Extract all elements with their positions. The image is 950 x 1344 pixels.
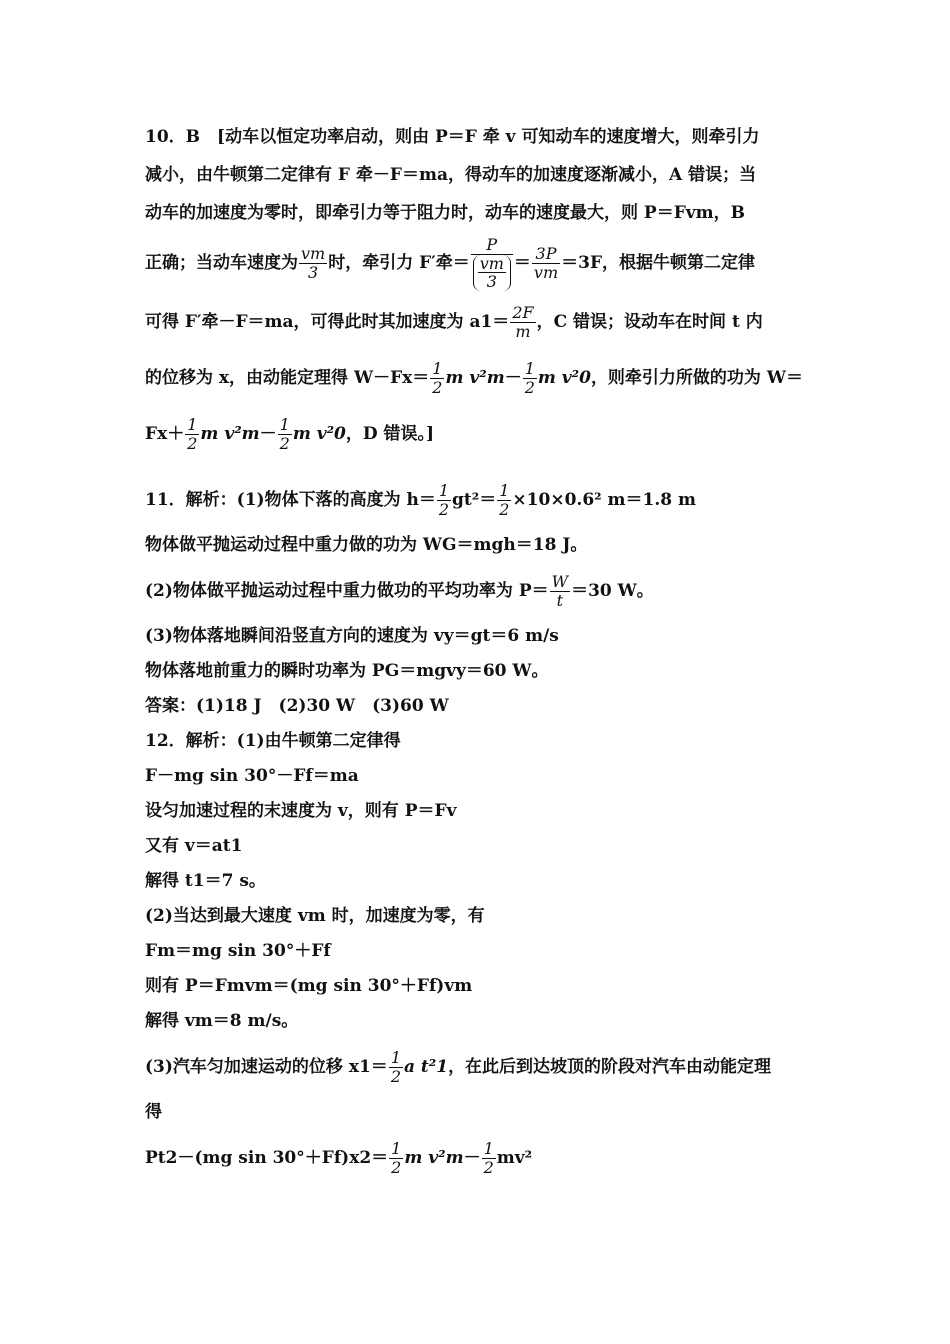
q12-line-1: 12．解析：(1)由牛顿第二定律得 <box>145 731 401 751</box>
question-11-solution <box>145 472 807 724</box>
fraction-one-half <box>430 360 444 396</box>
text-segment: ，则牵引力所做的功为 W＝ <box>590 368 803 388</box>
fraction-one-half <box>523 360 537 396</box>
numerator: vm <box>479 253 504 273</box>
q10-line-4: 正确；当动车速度为 $\frac{vm}{3}$ 时，牵引力 F′牵＝ $\frac{P}{\frac{vm}{3}}$ ＝ $\frac{3P}{vm}$ ＝3F，根据牛顿第二定律 <box>145 235 756 292</box>
operator: － <box>463 1148 481 1168</box>
q12-line-3: 设匀加速过程的末速度为 v，则有 P＝Fv <box>145 801 457 821</box>
q12-line-4: 又有 v＝at1 <box>145 836 243 856</box>
q10-line-7 <box>145 406 807 462</box>
text-segment: Fx＋ <box>145 424 185 444</box>
text-segment: ＝30 W。 <box>571 581 654 601</box>
fraction-one-half <box>389 1049 403 1085</box>
fraction-2f-over-m <box>510 304 535 340</box>
denominator: 3 <box>478 272 506 291</box>
denominator: 2 <box>390 1067 401 1086</box>
text-segment: ＝3F，根据牛顿第二定律 <box>561 253 756 273</box>
question-10-solution <box>145 118 807 462</box>
fraction-vm-over-3 <box>478 255 506 291</box>
math-term: m v²m <box>404 1148 464 1168</box>
numerator: 1 <box>390 1048 401 1068</box>
operator: － <box>259 424 277 444</box>
denominator: 2 <box>483 1158 494 1177</box>
q12-line-8: 则有 P＝Fmvm＝(mg sin 30°＋Ff)vm <box>145 976 473 996</box>
numerator: 1 <box>391 1139 402 1159</box>
text-segment: 正确；当动车速度为 <box>145 253 298 273</box>
fraction-p-over-vm3 <box>471 236 513 291</box>
text-segment: ，C 错误；设动车在时间 t 内 <box>536 312 763 332</box>
fraction-one-half <box>389 1140 403 1176</box>
operator: － <box>504 368 522 388</box>
numerator: vm <box>301 244 326 264</box>
denominator: 2 <box>524 378 535 397</box>
q10-line-1: 10．B [动车以恒定功率启动，则由 P＝F 牵 v 可知动车的速度增大，则牵引力 <box>145 127 760 147</box>
denominator: t <box>550 591 570 610</box>
text-segment: gt²＝ <box>452 490 497 510</box>
numerator: 1 <box>432 359 443 379</box>
question-12-solution <box>145 724 807 1186</box>
text-segment: ，在此后到达坡顶的阶段对汽车由动能定理 <box>448 1057 772 1077</box>
q12-line-5: 解得 t1＝7 s。 <box>145 871 266 891</box>
q12-line-7: Fm＝mg sin 30°＋Ff <box>145 941 331 961</box>
paren-group <box>473 255 511 291</box>
fraction-one-half <box>278 416 292 452</box>
q12-line-9: 解得 vm＝8 m/s。 <box>145 1011 299 1031</box>
q10-line-3: 动车的加速度为零时，即牵引力等于阻力时，动车的速度最大，则 P＝Fvm，B <box>145 203 746 223</box>
math-term: m v²0 <box>292 424 346 444</box>
text-segment: Pt2－(mg sin 30°＋Ff)x2＝ <box>145 1148 389 1168</box>
denominator: m <box>510 322 535 341</box>
q12-line-6: (2)当达到最大速度 vm 时，加速度为零，有 <box>145 906 485 926</box>
q11-line-4: (3)物体落地瞬间沿竖直方向的速度为 vy＝gt＝6 m/s <box>145 626 559 646</box>
text-segment: 11．解析：(1)物体下落的高度为 h＝ <box>145 490 436 510</box>
text-segment: 的位移为 x，由动能定理得 W－Fx＝ <box>145 368 430 388</box>
fraction-one-half <box>482 1140 496 1176</box>
q10-line-6 <box>145 350 807 406</box>
denominator: 2 <box>438 500 450 519</box>
denominator: vm <box>533 263 559 282</box>
numerator: 1 <box>438 481 450 501</box>
q11-answer: 答案：(1)18 J (2)30 W (3)60 W <box>145 696 449 716</box>
text-segment: 可得 F′牵－F＝ma，可得此时其加速度为 a1＝ <box>145 312 510 332</box>
math-term: m v²m <box>200 424 260 444</box>
q12-line-12 <box>145 1130 807 1186</box>
numerator: P <box>486 235 498 255</box>
fraction-one-half <box>497 482 511 518</box>
math-term: a t²1 <box>404 1057 449 1077</box>
q11-line-3 <box>145 563 807 619</box>
numerator: 1 <box>524 359 535 379</box>
fraction-one-half <box>185 416 199 452</box>
q10-line-5 <box>145 294 807 350</box>
denominator: 3 <box>299 263 327 282</box>
denominator: 2 <box>432 378 443 397</box>
text-segment: ×10×0.6² m＝1.8 m <box>512 490 696 510</box>
math-term: m v²0 <box>537 368 591 388</box>
numerator: 3P <box>535 244 557 264</box>
fraction-w-over-t <box>550 573 570 609</box>
text-segment: ，D 错误。] <box>345 424 435 444</box>
solution-text <box>145 118 807 1186</box>
q11-line-5: 物体落地前重力的瞬时功率为 PG＝mgvy＝60 W。 <box>145 661 549 681</box>
numerator: 1 <box>499 481 510 501</box>
fraction-vm-over-3 <box>299 245 327 281</box>
fraction-3p-over-vm <box>532 245 560 281</box>
text-segment: 时，牵引力 F′牵＝ <box>328 253 470 273</box>
math-term: m v²m <box>445 368 505 388</box>
text-segment: (2)物体做平抛运动过程中重力做功的平均功率为 P＝ <box>145 581 549 601</box>
q12-line-2: F－mg sin 30°－Ff＝ma <box>145 766 359 786</box>
q11-line-1 <box>145 472 807 528</box>
text-segment: (3)汽车匀加速运动的位移 x1＝ <box>145 1057 388 1077</box>
numerator: W <box>551 572 569 592</box>
denominator <box>471 254 513 291</box>
numerator: 2F <box>512 303 534 323</box>
q12-line-10 <box>145 1039 807 1095</box>
denominator: 2 <box>187 434 198 453</box>
numerator: 1 <box>279 415 290 435</box>
numerator: 1 <box>483 1139 494 1159</box>
numerator: 1 <box>187 415 198 435</box>
q11-line-2: 物体做平抛运动过程中重力做的功为 WG＝mgh＝18 J。 <box>145 535 588 555</box>
text-segment: mv² <box>496 1148 533 1168</box>
q10-line-2: 减小，由牛顿第二定律有 F 牵－F＝ma，得动车的加速度逐渐减小，A 错误；当 <box>145 165 757 185</box>
fraction-one-half <box>437 482 451 518</box>
denominator: 2 <box>279 434 290 453</box>
denominator: 2 <box>499 500 510 519</box>
q12-line-11: 得 <box>145 1102 162 1122</box>
denominator: 2 <box>391 1158 402 1177</box>
